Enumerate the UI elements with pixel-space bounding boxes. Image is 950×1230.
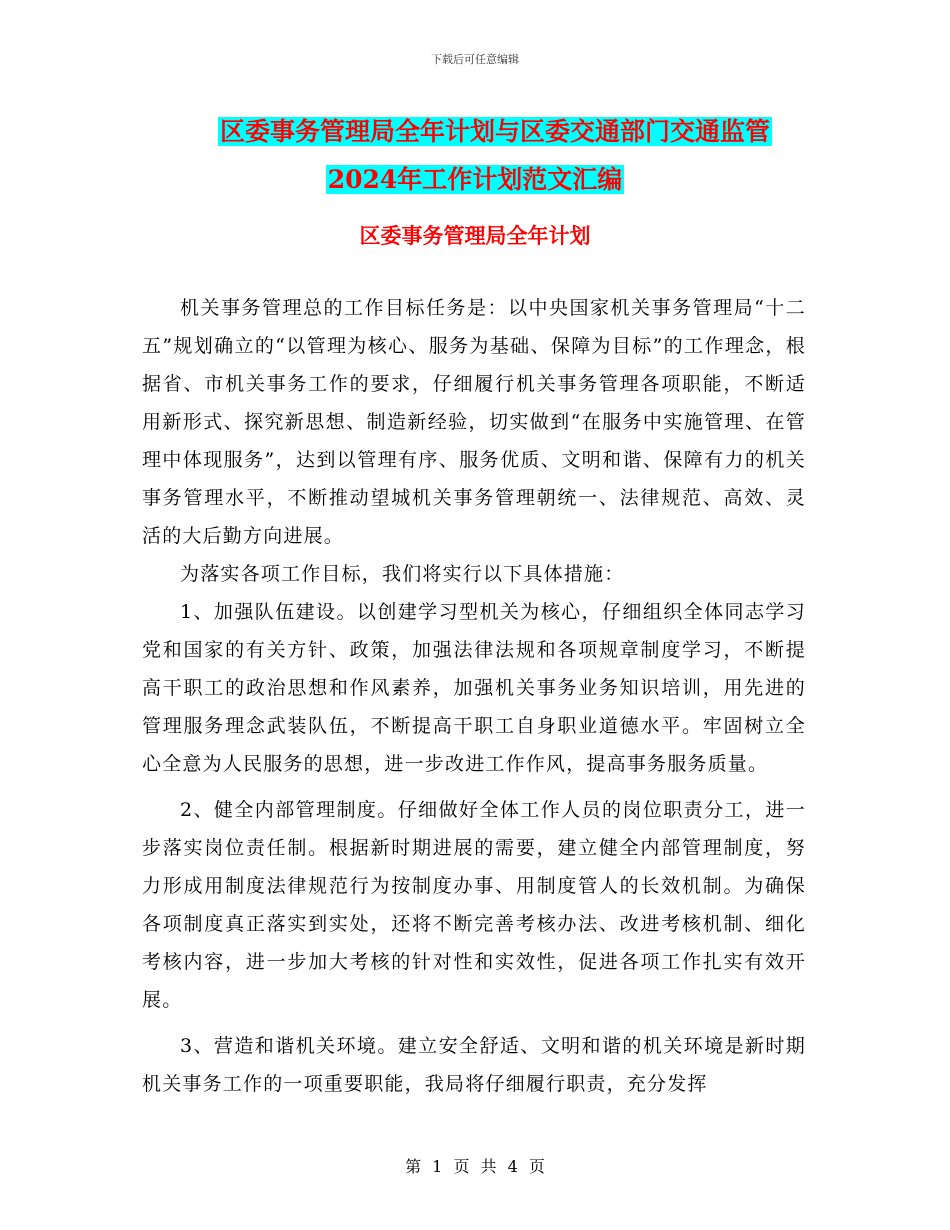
title-highlight-2: 2024年工作计划范文汇编 bbox=[327, 165, 623, 194]
document-title-line-2 bbox=[0, 156, 950, 204]
page-number: 第 1 页 共 4 页 bbox=[405, 1157, 545, 1176]
title-highlight-1: 区委事务管理局全年计划与区委交通部门交通监管 bbox=[219, 117, 770, 146]
paragraph-intro: 机关事务管理总的工作目标任务是：以中央国家机关事务管理局“十二五”规划确立的“以管理为核心、服务为基础、保障为目标”的工作理念，根据省、市机关事务工作的要求，仔细履行机关事务管理各项职能，不断适用新形式、探究新思想、制造新经验，切实做到“在服务中实施管理、在管理中体现服务”，达到以管理有序、服务优质、文明和谐、保障有力的机关事务管理水平，不断推动望城机关事务管理朝统一、法律规范、高效、灵活的大后勤方向进展。 bbox=[142, 297, 806, 547]
paragraph-item-2: 2、健全内部管理制度。仔细做好全体工作人员的岗位职责分工，进一步落实岗位责任制。根据新时期进展的需要，建立健全内部管理制度，努力形成用制度法律规范行为按制度办事、用制度管人的长效机制。为确保各项制度真正落实到实处，还将不断完善考核办法、改进考核机制、细化考核内容，进一步加大考核的针对性和实效性，促进各项工作扎实有效开展。 bbox=[142, 799, 806, 1011]
document-title bbox=[0, 108, 950, 204]
page-header-note: 下载后可任意编辑 bbox=[431, 53, 519, 66]
document-body bbox=[142, 289, 806, 1103]
section-title: 区委事务管理局全年计划 bbox=[359, 223, 591, 248]
paragraph-item-3: 3、营造和谐机关环境。建立安全舒适、文明和谐的机关环境是新时期机关事务工作的一项重要职能，我局将仔细履行职责，充分发挥 bbox=[142, 1035, 806, 1095]
paragraph-measures-lead: 为落实各项工作目标，我们将实行以下具体措施： bbox=[180, 563, 625, 585]
paragraph-item-1: 1、加强队伍建设。以创建学习型机关为核心，仔细组织全体同志学习党和国家的有关方针、政策，加强法律法规和各项规章制度学习，不断提高干职工的政治思想和作风素养，加强机关事务业务知识培训，用先进的管理服务理念武装队伍，不断提高干职工自身职业道德水平。牢固树立全心全意为人民服务的思想，进一步改进工作作风，提高事务服务质量。 bbox=[142, 601, 806, 775]
document-title-line-1 bbox=[0, 108, 950, 156]
